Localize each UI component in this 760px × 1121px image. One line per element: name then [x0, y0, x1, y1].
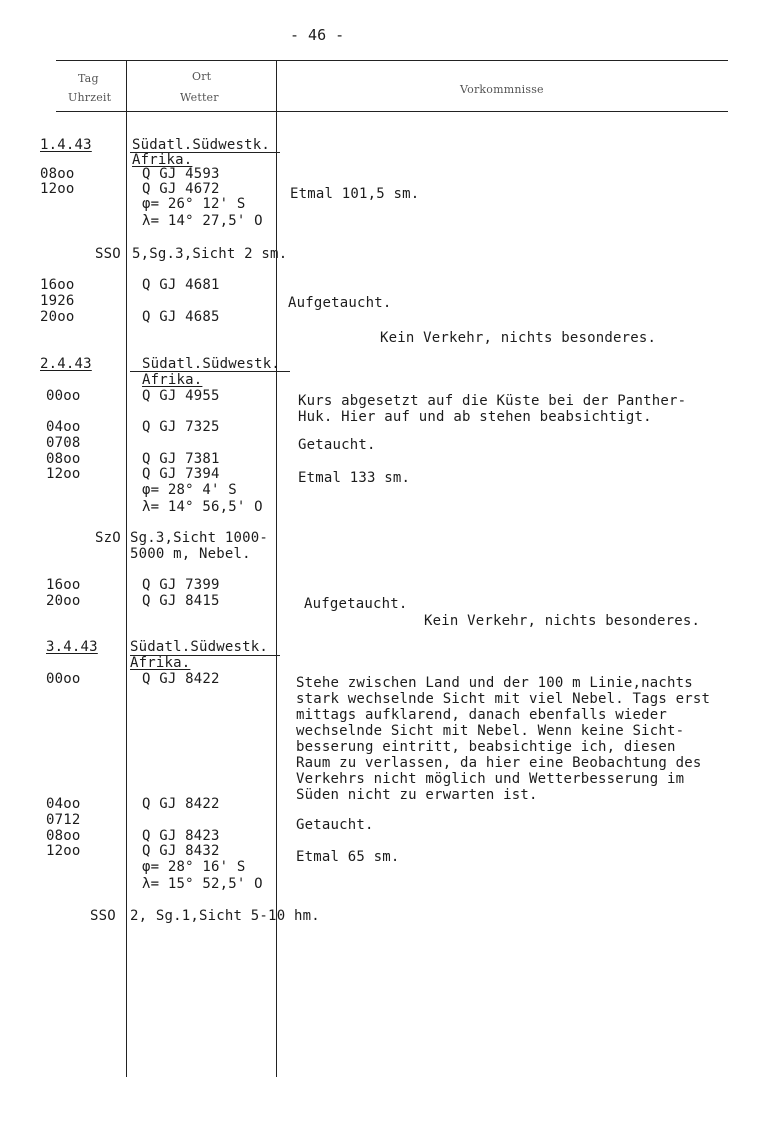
- grid-square: Q GJ 8415: [142, 593, 220, 609]
- time-label: 0712: [46, 812, 81, 828]
- grid-square: Q GJ 4955: [142, 388, 220, 404]
- event-text: Etmal 65 sm.: [296, 849, 400, 865]
- grid-square: Q GJ 7325: [142, 419, 220, 435]
- grid-square: Q GJ 4672: [142, 181, 220, 197]
- weather-text: 5000 m, Nebel.: [130, 546, 251, 562]
- day2-place: Südatl.Südwestk.: [142, 356, 281, 372]
- time-label: 04oo: [46, 419, 81, 435]
- time-label: 12oo: [40, 181, 75, 197]
- longitude: λ= 14° 27,5' O: [142, 213, 263, 229]
- day1-date: 1.4.43: [40, 137, 92, 153]
- header-uhrzeit: Uhrzeit: [68, 91, 112, 104]
- time-label: 1926: [40, 293, 75, 309]
- header-tag: Tag: [78, 72, 99, 85]
- event-text: Raum zu verlassen, da hier eine Beobachtung des: [296, 755, 702, 771]
- event-text: wechselnde Sicht mit Nebel. Wenn keine Sicht-: [296, 723, 685, 739]
- latitude: φ= 28° 4' S: [142, 482, 237, 498]
- time-label: 08oo: [46, 451, 81, 467]
- time-label: 16oo: [46, 577, 81, 593]
- weather-text: 5,Sg.3,Sicht 2 sm.: [132, 246, 288, 262]
- event-text: Aufgetaucht.: [304, 596, 408, 612]
- day3-place: Südatl.Südwestk.: [130, 639, 269, 655]
- page-number: - 46 -: [290, 26, 345, 44]
- time-label: 0708: [46, 435, 81, 451]
- weather-text: Sg.3,Sicht 1000-: [130, 530, 269, 546]
- time-label: 12oo: [46, 466, 81, 482]
- day1-place-continent: Afrika.: [132, 152, 193, 168]
- event-text: mittags aufklarend, danach ebenfalls wieder: [296, 707, 668, 723]
- wind-direction: SzO: [95, 530, 121, 546]
- event-text: Kein Verkehr, nichts besonderes.: [424, 613, 701, 629]
- time-label: 20oo: [46, 593, 81, 609]
- event-text: Etmal 101,5 sm.: [290, 186, 420, 202]
- event-text: Süden nicht zu erwarten ist.: [296, 787, 538, 803]
- header-top-rule: [56, 60, 728, 61]
- weather-text: 2, Sg.1,Sicht 5-10 hm.: [130, 908, 320, 924]
- time-label: 20oo: [40, 309, 75, 325]
- event-text: Kurs abgesetzt auf die Küste bei der Panther-: [298, 393, 687, 409]
- time-label: 04oo: [46, 796, 81, 812]
- day3-date: 3.4.43: [46, 639, 98, 655]
- time-label: 00oo: [46, 388, 81, 404]
- wind-direction: SSO: [90, 908, 116, 924]
- time-label: 12oo: [46, 843, 81, 859]
- grid-square: Q GJ 8422: [142, 796, 220, 812]
- grid-square: Q GJ 4681: [142, 277, 220, 293]
- latitude: φ= 28° 16' S: [142, 859, 246, 875]
- column-divider-2: [276, 61, 277, 1077]
- header-ort: Ort: [192, 70, 212, 83]
- grid-square: Q GJ 4593: [142, 166, 220, 182]
- grid-square: Q GJ 8422: [142, 671, 220, 687]
- time-label: 16oo: [40, 277, 75, 293]
- grid-square: Q GJ 7381: [142, 451, 220, 467]
- grid-square: Q GJ 8423: [142, 828, 220, 844]
- wind-direction: SSO: [95, 246, 121, 262]
- time-label: 08oo: [46, 828, 81, 844]
- day2-place-continent: Afrika.: [142, 372, 203, 388]
- event-text: Etmal 133 sm.: [298, 470, 411, 486]
- event-text: Aufgetaucht.: [288, 295, 392, 311]
- header-wetter: Wetter: [180, 91, 219, 104]
- event-text: Stehe zwischen Land und der 100 m Linie,nachts: [296, 675, 693, 691]
- day2-date: 2.4.43: [40, 356, 92, 372]
- event-text: Huk. Hier auf und ab stehen beabsichtigt.: [298, 409, 652, 425]
- latitude: φ= 26° 12' S: [142, 196, 246, 212]
- day1-place: Südatl.Südwestk.: [132, 137, 271, 153]
- event-text: besserung eintritt, beabsichtige ich, diesen: [296, 739, 676, 755]
- grid-square: Q GJ 7399: [142, 577, 220, 593]
- grid-square: Q GJ 7394: [142, 466, 220, 482]
- header-bottom-rule: [56, 111, 728, 112]
- event-text: Getaucht.: [296, 817, 374, 833]
- event-text: Getaucht.: [298, 437, 376, 453]
- header-vorkommnisse: Vorkommnisse: [460, 83, 544, 96]
- longitude: λ= 15° 52,5' O: [142, 876, 263, 892]
- column-divider-1: [126, 61, 127, 1077]
- longitude: λ= 14° 56,5' O: [142, 499, 263, 515]
- event-text: Kein Verkehr, nichts besonderes.: [380, 330, 657, 346]
- grid-square: Q GJ 4685: [142, 309, 220, 325]
- time-label: 08oo: [40, 166, 75, 182]
- event-text: stark wechselnde Sicht mit viel Nebel. Tags erst: [296, 691, 711, 707]
- day3-place-continent: Afrika.: [130, 655, 191, 671]
- event-text: Verkehrs nicht möglich und Wetterbesserung im: [296, 771, 685, 787]
- time-label: 00oo: [46, 671, 81, 687]
- grid-square: Q GJ 8432: [142, 843, 220, 859]
